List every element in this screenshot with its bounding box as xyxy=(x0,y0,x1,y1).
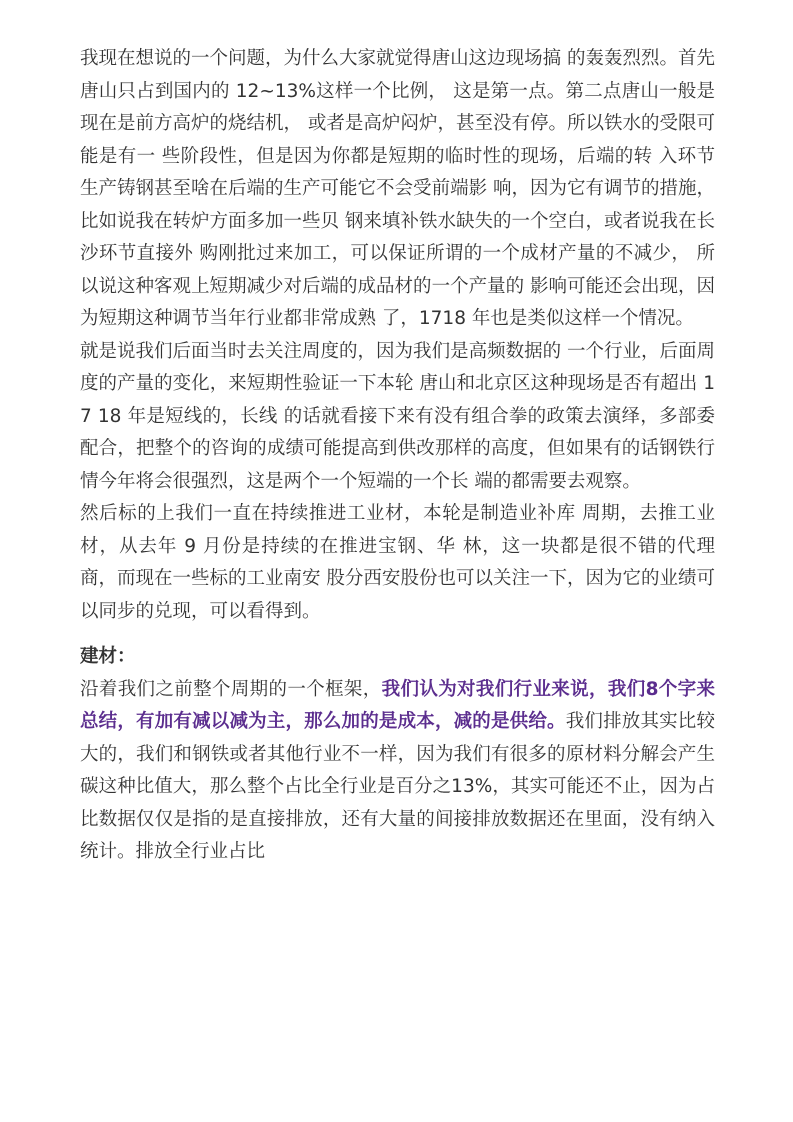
paragraph-weekly-data: 就是说我们后面当时去关注周度的，因为我们是高频数据的 一个行业，后面周度的产量的变化，来短期性验证一下本轮 唐山和北京区这种现场是否有超出 17 18 年是短线的，长线 的话就看接下来有没有组合拳的政策去演绎，多部委配合，把整个的咨询的成绩可能提高到供改那样的高度，但如果有的话钢铁行情今年将会很强烈，这是两个一个短端的一个长 端的都需要去观察。 xyxy=(80,340,715,492)
paragraph-tangshan-production: 我现在想说的一个问题，为什么大家就觉得唐山这边现场搞 的轰轰烈烈。首先唐山只占到国内的 12~13%这样一个比例， 这是第一点。第二点唐山一般是现在是前方高炉的烧结机， 或者是高炉闷炉，甚至没有停。所以铁水的受限可能是有一 些阶段性，但是因为你都是短期的临时性的现场，后端的转 入环节生产铸钢甚至啥在后端的生产可能它不会受前端影 响，因为它有调节的措施，比如说我在转炉方面多加一些贝 钢来填补铁水缺失的一个空白，或者说我在长沙环节直接外 购刚批过来加工，可以保证所谓的一个成材产量的不减少， 所以说这种客观上短期减少对后端的成品材的一个产量的 影响可能还会出现，因为短期这种调节当年行业都非常成熟 了，1718 年也是类似这样一个情况。 xyxy=(80,48,715,329)
section-heading-building-materials: 建材： xyxy=(80,646,136,667)
body-text: 我们排放其实比较大的，我们和钢铁或者其他行业不一样，因为我们有很多的原材料分解会产生碳这种比值大，那么整个占比全行业是百分之13%，其实可能还不止，因为占比数据仅仅是指的是直接排放，还有大量的间接排放数据还在里面，没有纳入统计。排放全行业占比 xyxy=(80,711,715,862)
highlight-summary: 我们认为对我们行业来说，我们8个字来总结，有加有减以减为主，那么加的是成本，减的是供给。 xyxy=(80,678,715,732)
paragraph-building-materials xyxy=(80,674,715,869)
intro-text: 沿着我们之前整个周期的一个框架， xyxy=(80,678,382,700)
paragraph-industrial-materials: 然后标的上我们一直在持续推进工业材，本轮是制造业补库 周期，去推工业材，从去年 9 月份是持续的在推进宝钢、华 林，这一块都是很不错的代理商，而现在一些标的工业南安 股分西安股份也可以关注一下，因为它的业绩可以同步的兑现，可以看得到。 xyxy=(80,503,715,622)
